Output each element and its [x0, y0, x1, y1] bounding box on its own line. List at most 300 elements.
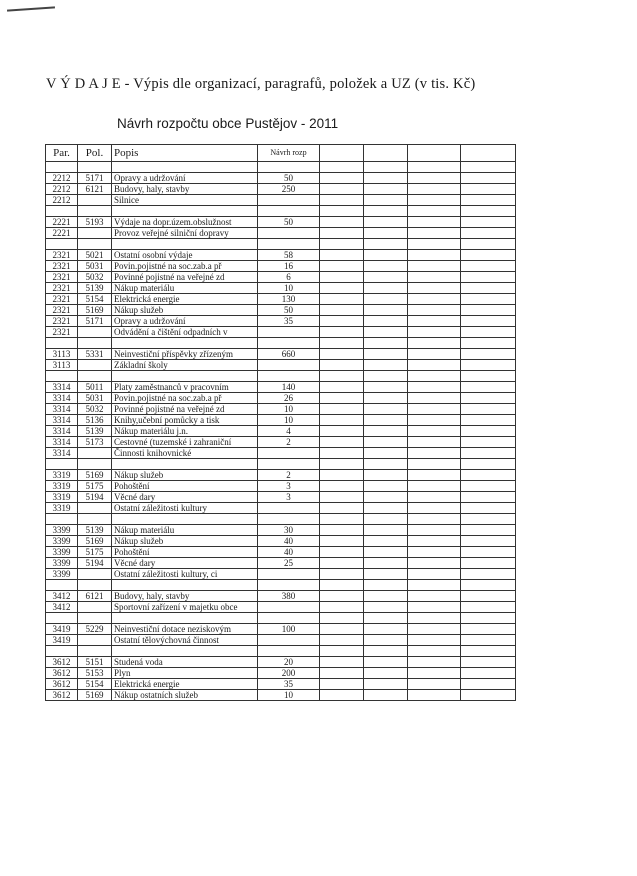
table-row — [46, 470, 516, 481]
table-row — [46, 668, 516, 679]
navrh-cell: 10 — [258, 415, 320, 426]
empty-cell — [364, 668, 408, 679]
pol-cell — [78, 459, 112, 470]
empty-cell — [320, 514, 364, 525]
par-cell — [46, 338, 78, 349]
empty-cell — [461, 371, 516, 382]
navrh-cell — [258, 448, 320, 459]
pol-cell — [78, 360, 112, 371]
table-header-row — [46, 145, 516, 162]
empty-cell — [364, 316, 408, 327]
empty-cell — [364, 492, 408, 503]
empty-cell — [364, 382, 408, 393]
empty-cell — [408, 558, 461, 569]
popis-cell: Výdaje na dopr.územ.obslužnost — [112, 217, 258, 228]
navrh-cell: 4 — [258, 426, 320, 437]
popis-cell: Povinné pojistné na veřejné zd — [112, 404, 258, 415]
par-cell: 3314 — [46, 415, 78, 426]
empty-cell — [364, 602, 408, 613]
par-cell: 3314 — [46, 404, 78, 415]
popis-cell — [112, 514, 258, 525]
par-cell: 3113 — [46, 360, 78, 371]
popis-cell: Opravy a udržování — [112, 316, 258, 327]
table-row — [46, 404, 516, 415]
empty-cell — [320, 613, 364, 624]
empty-cell — [320, 547, 364, 558]
empty-cell — [408, 481, 461, 492]
empty-cell — [408, 525, 461, 536]
empty-cell — [461, 173, 516, 184]
popis-cell: Činnosti knihovnické — [112, 448, 258, 459]
empty-cell — [364, 184, 408, 195]
table-row — [46, 503, 516, 514]
empty-cell — [461, 470, 516, 481]
popis-cell: Silnice — [112, 195, 258, 206]
pol-cell: 5153 — [78, 668, 112, 679]
pol-cell: 5021 — [78, 250, 112, 261]
popis-cell: Nákup služeb — [112, 470, 258, 481]
par-cell: 2221 — [46, 217, 78, 228]
empty-cell — [408, 459, 461, 470]
empty-cell — [408, 580, 461, 591]
table-row — [46, 261, 516, 272]
empty-cell — [364, 635, 408, 646]
par-cell — [46, 239, 78, 250]
navrh-cell: 40 — [258, 536, 320, 547]
empty-cell — [320, 569, 364, 580]
empty-cell — [461, 481, 516, 492]
navrh-cell: 16 — [258, 261, 320, 272]
empty-cell — [320, 646, 364, 657]
pol-cell: 5154 — [78, 294, 112, 305]
empty-cell — [461, 239, 516, 250]
popis-cell: Pohoštění — [112, 481, 258, 492]
empty-cell — [408, 338, 461, 349]
pol-cell — [78, 646, 112, 657]
empty-cell — [408, 294, 461, 305]
pol-cell — [78, 635, 112, 646]
navrh-cell — [258, 360, 320, 371]
empty-cell — [408, 206, 461, 217]
empty-cell — [320, 503, 364, 514]
navrh-cell — [258, 569, 320, 580]
table-row — [46, 239, 516, 250]
empty-cell — [364, 305, 408, 316]
empty-cell — [364, 239, 408, 250]
pol-cell: 5011 — [78, 382, 112, 393]
pol-cell: 5229 — [78, 624, 112, 635]
empty-cell — [461, 294, 516, 305]
par-cell: 2221 — [46, 228, 78, 239]
par-cell: 3412 — [46, 591, 78, 602]
empty-cell — [408, 657, 461, 668]
popis-cell: Ostatní osobní výdaje — [112, 250, 258, 261]
pol-cell: 5139 — [78, 426, 112, 437]
empty-cell — [461, 569, 516, 580]
empty-cell — [364, 481, 408, 492]
empty-cell — [364, 162, 408, 173]
pol-cell: 5169 — [78, 690, 112, 701]
navrh-cell — [258, 514, 320, 525]
empty-cell — [364, 228, 408, 239]
empty-cell — [408, 668, 461, 679]
empty-cell — [320, 690, 364, 701]
empty-cell — [320, 338, 364, 349]
empty-cell — [461, 657, 516, 668]
par-cell: 2321 — [46, 250, 78, 261]
empty-cell — [364, 250, 408, 261]
empty-cell — [320, 426, 364, 437]
popis-cell: Věcné dary — [112, 558, 258, 569]
empty-cell — [364, 525, 408, 536]
popis-cell: Knihy,učební pomůcky a tisk — [112, 415, 258, 426]
par-cell — [46, 514, 78, 525]
pol-cell — [78, 206, 112, 217]
navrh-cell: 2 — [258, 437, 320, 448]
empty-cell — [408, 327, 461, 338]
pol-cell — [78, 503, 112, 514]
popis-cell: Nákup materiálu — [112, 525, 258, 536]
table-row — [46, 415, 516, 426]
empty-cell — [408, 646, 461, 657]
empty-cell — [461, 206, 516, 217]
table-row — [46, 569, 516, 580]
table-row — [46, 514, 516, 525]
navrh-cell: 100 — [258, 624, 320, 635]
popis-cell — [112, 580, 258, 591]
par-cell: 3314 — [46, 426, 78, 437]
par-cell: 2321 — [46, 294, 78, 305]
popis-cell — [112, 371, 258, 382]
par-cell: 3113 — [46, 349, 78, 360]
par-cell: 3314 — [46, 393, 78, 404]
empty-cell — [408, 404, 461, 415]
table-row — [46, 371, 516, 382]
pol-cell — [78, 569, 112, 580]
empty-cell — [461, 360, 516, 371]
pol-cell: 5331 — [78, 349, 112, 360]
par-cell: 3314 — [46, 382, 78, 393]
empty-cell — [408, 195, 461, 206]
empty-cell — [408, 591, 461, 602]
empty-cell — [461, 492, 516, 503]
pol-cell: 5171 — [78, 316, 112, 327]
table-row — [46, 459, 516, 470]
par-cell: 3399 — [46, 547, 78, 558]
popis-cell: Nákup ostatních služeb — [112, 690, 258, 701]
empty-cell — [320, 679, 364, 690]
par-cell: 3419 — [46, 624, 78, 635]
table-row — [46, 283, 516, 294]
empty-cell — [408, 503, 461, 514]
empty-cell — [364, 360, 408, 371]
table-row — [46, 613, 516, 624]
empty-cell — [461, 536, 516, 547]
empty-cell — [408, 536, 461, 547]
par-cell: 3319 — [46, 503, 78, 514]
pol-cell: 5151 — [78, 657, 112, 668]
empty-cell — [461, 602, 516, 613]
table-row — [46, 580, 516, 591]
navrh-cell: 20 — [258, 657, 320, 668]
table-row — [46, 228, 516, 239]
empty-cell — [408, 569, 461, 580]
popis-cell — [112, 206, 258, 217]
popis-cell: Sportovní zařízení v majetku obce — [112, 602, 258, 613]
table-row — [46, 272, 516, 283]
empty-cell — [408, 316, 461, 327]
empty-cell — [461, 327, 516, 338]
empty-cell — [408, 448, 461, 459]
empty-cell — [364, 371, 408, 382]
empty-cell — [461, 415, 516, 426]
navrh-cell: 26 — [258, 393, 320, 404]
empty-cell — [364, 272, 408, 283]
empty-cell — [408, 349, 461, 360]
pol-cell: 5175 — [78, 547, 112, 558]
navrh-cell — [258, 613, 320, 624]
empty-cell — [461, 558, 516, 569]
empty-cell — [408, 382, 461, 393]
navrh-cell: 25 — [258, 558, 320, 569]
navrh-cell — [258, 162, 320, 173]
table-row — [46, 525, 516, 536]
pol-cell: 6121 — [78, 184, 112, 195]
empty-cell — [461, 393, 516, 404]
table-row — [46, 624, 516, 635]
par-cell: 3612 — [46, 690, 78, 701]
navrh-cell: 6 — [258, 272, 320, 283]
popis-cell: Elektrická energie — [112, 294, 258, 305]
popis-cell: Nákup materiálu j.n. — [112, 426, 258, 437]
empty-cell — [364, 404, 408, 415]
empty-cell — [364, 547, 408, 558]
empty-cell — [461, 338, 516, 349]
empty-cell — [461, 305, 516, 316]
popis-cell: Nákup služeb — [112, 305, 258, 316]
navrh-cell — [258, 459, 320, 470]
par-cell: 3314 — [46, 437, 78, 448]
empty-cell — [320, 415, 364, 426]
empty-cell — [320, 470, 364, 481]
popis-cell: Nákup materiálu — [112, 283, 258, 294]
popis-cell: Povin.pojistné na soc.zab.a př — [112, 261, 258, 272]
empty-cell — [364, 393, 408, 404]
empty-cell — [320, 162, 364, 173]
par-cell — [46, 162, 78, 173]
navrh-cell: 50 — [258, 173, 320, 184]
par-cell: 3612 — [46, 657, 78, 668]
popis-cell: Ostatní tělovýchovná činnost — [112, 635, 258, 646]
pol-cell — [78, 514, 112, 525]
empty-cell — [320, 404, 364, 415]
empty-cell — [461, 195, 516, 206]
empty-cell — [320, 393, 364, 404]
empty-cell — [461, 613, 516, 624]
pol-cell: 5194 — [78, 558, 112, 569]
empty-cell — [320, 558, 364, 569]
empty-cell — [364, 173, 408, 184]
navrh-cell — [258, 602, 320, 613]
pol-cell: 5032 — [78, 404, 112, 415]
navrh-cell: 660 — [258, 349, 320, 360]
empty-cell — [408, 162, 461, 173]
navrh-cell: 130 — [258, 294, 320, 305]
table-row — [46, 305, 516, 316]
navrh-cell: 35 — [258, 679, 320, 690]
empty-cell — [364, 558, 408, 569]
empty-cell — [364, 459, 408, 470]
empty-cell — [320, 327, 364, 338]
popis-cell — [112, 646, 258, 657]
empty-cell — [364, 624, 408, 635]
pol-cell: 5175 — [78, 481, 112, 492]
table-row — [46, 547, 516, 558]
pol-cell: 5139 — [78, 525, 112, 536]
empty-cell — [408, 547, 461, 558]
empty-cell — [461, 437, 516, 448]
table-row — [46, 184, 516, 195]
empty-cell — [320, 437, 364, 448]
empty-cell — [364, 217, 408, 228]
par-cell: 3399 — [46, 536, 78, 547]
empty-cell — [320, 316, 364, 327]
empty-cell — [461, 349, 516, 360]
table-row — [46, 448, 516, 459]
navrh-cell: 380 — [258, 591, 320, 602]
table-row — [46, 360, 516, 371]
pol-cell — [78, 580, 112, 591]
navrh-cell — [258, 503, 320, 514]
empty-cell — [320, 184, 364, 195]
empty-cell — [461, 250, 516, 261]
popis-cell — [112, 338, 258, 349]
popis-cell — [112, 459, 258, 470]
pol-cell: 6121 — [78, 591, 112, 602]
empty-cell — [364, 690, 408, 701]
empty-cell — [408, 470, 461, 481]
empty-cell — [320, 305, 364, 316]
empty-cell — [320, 371, 364, 382]
par-cell: 3314 — [46, 448, 78, 459]
empty-cell — [320, 635, 364, 646]
par-cell: 2321 — [46, 272, 78, 283]
empty-cell — [364, 327, 408, 338]
empty-cell — [364, 349, 408, 360]
pol-cell — [78, 448, 112, 459]
popis-cell: Pohoštění — [112, 547, 258, 558]
popis-cell: Platy zaměstnanců v pracovním — [112, 382, 258, 393]
empty-cell — [408, 305, 461, 316]
empty-cell — [320, 536, 364, 547]
pol-cell — [78, 239, 112, 250]
popis-cell: Plyn — [112, 668, 258, 679]
popis-cell: Neinvestiční příspěvky zřízeným — [112, 349, 258, 360]
empty-cell — [364, 646, 408, 657]
pol-cell: 5194 — [78, 492, 112, 503]
empty-cell — [408, 415, 461, 426]
table-row — [46, 657, 516, 668]
empty-cell — [364, 613, 408, 624]
pol-cell: 5136 — [78, 415, 112, 426]
navrh-cell — [258, 635, 320, 646]
empty-cell — [320, 217, 364, 228]
navrh-cell: 10 — [258, 283, 320, 294]
pol-cell: 5032 — [78, 272, 112, 283]
empty-cell — [408, 250, 461, 261]
empty-cell — [320, 145, 364, 162]
popis-cell: Provoz veřejné silniční dopravy — [112, 228, 258, 239]
empty-cell — [364, 679, 408, 690]
par-cell: 3612 — [46, 679, 78, 690]
empty-cell — [408, 393, 461, 404]
empty-cell — [364, 206, 408, 217]
empty-cell — [320, 657, 364, 668]
par-cell — [46, 580, 78, 591]
empty-cell — [461, 591, 516, 602]
empty-cell — [461, 547, 516, 558]
pol-cell: 5031 — [78, 261, 112, 272]
navrh-cell: 140 — [258, 382, 320, 393]
popis-cell: Odvádění a čištění odpadních v — [112, 327, 258, 338]
empty-cell — [408, 261, 461, 272]
popis-cell: Povinné pojistné na veřejné zd — [112, 272, 258, 283]
empty-cell — [320, 239, 364, 250]
empty-cell — [320, 525, 364, 536]
empty-cell — [461, 217, 516, 228]
par-cell: 2321 — [46, 327, 78, 338]
empty-cell — [320, 250, 364, 261]
par-cell: 2321 — [46, 283, 78, 294]
document-subtitle: Návrh rozpočtu obce Pustějov - 2011 — [117, 116, 339, 131]
navrh-cell — [258, 338, 320, 349]
pol-cell — [78, 195, 112, 206]
empty-cell — [364, 657, 408, 668]
navrh-cell: 50 — [258, 305, 320, 316]
empty-cell — [320, 624, 364, 635]
popis-cell: Cestovné (tuzemské i zahraniční — [112, 437, 258, 448]
navrh-cell: 10 — [258, 404, 320, 415]
pol-cell — [78, 371, 112, 382]
empty-cell — [408, 228, 461, 239]
empty-cell — [408, 492, 461, 503]
par-cell: 3319 — [46, 481, 78, 492]
empty-cell — [461, 646, 516, 657]
empty-cell — [320, 459, 364, 470]
navrh-cell: 50 — [258, 217, 320, 228]
pol-cell — [78, 602, 112, 613]
empty-cell — [461, 145, 516, 162]
pol-cell: 5171 — [78, 173, 112, 184]
empty-cell — [408, 217, 461, 228]
empty-cell — [364, 503, 408, 514]
pol-cell: 5193 — [78, 217, 112, 228]
par-cell — [46, 459, 78, 470]
empty-cell — [461, 514, 516, 525]
par-cell — [46, 646, 78, 657]
navrh-cell — [258, 646, 320, 657]
pen-mark — [7, 6, 55, 11]
empty-cell — [320, 580, 364, 591]
navrh-cell: 40 — [258, 547, 320, 558]
par-cell: 3319 — [46, 470, 78, 481]
empty-cell — [320, 349, 364, 360]
table-row — [46, 481, 516, 492]
popis-cell: Ostatní záležitosti kultury — [112, 503, 258, 514]
empty-cell — [408, 283, 461, 294]
pol-cell: Pol. — [78, 145, 112, 162]
empty-cell — [364, 294, 408, 305]
